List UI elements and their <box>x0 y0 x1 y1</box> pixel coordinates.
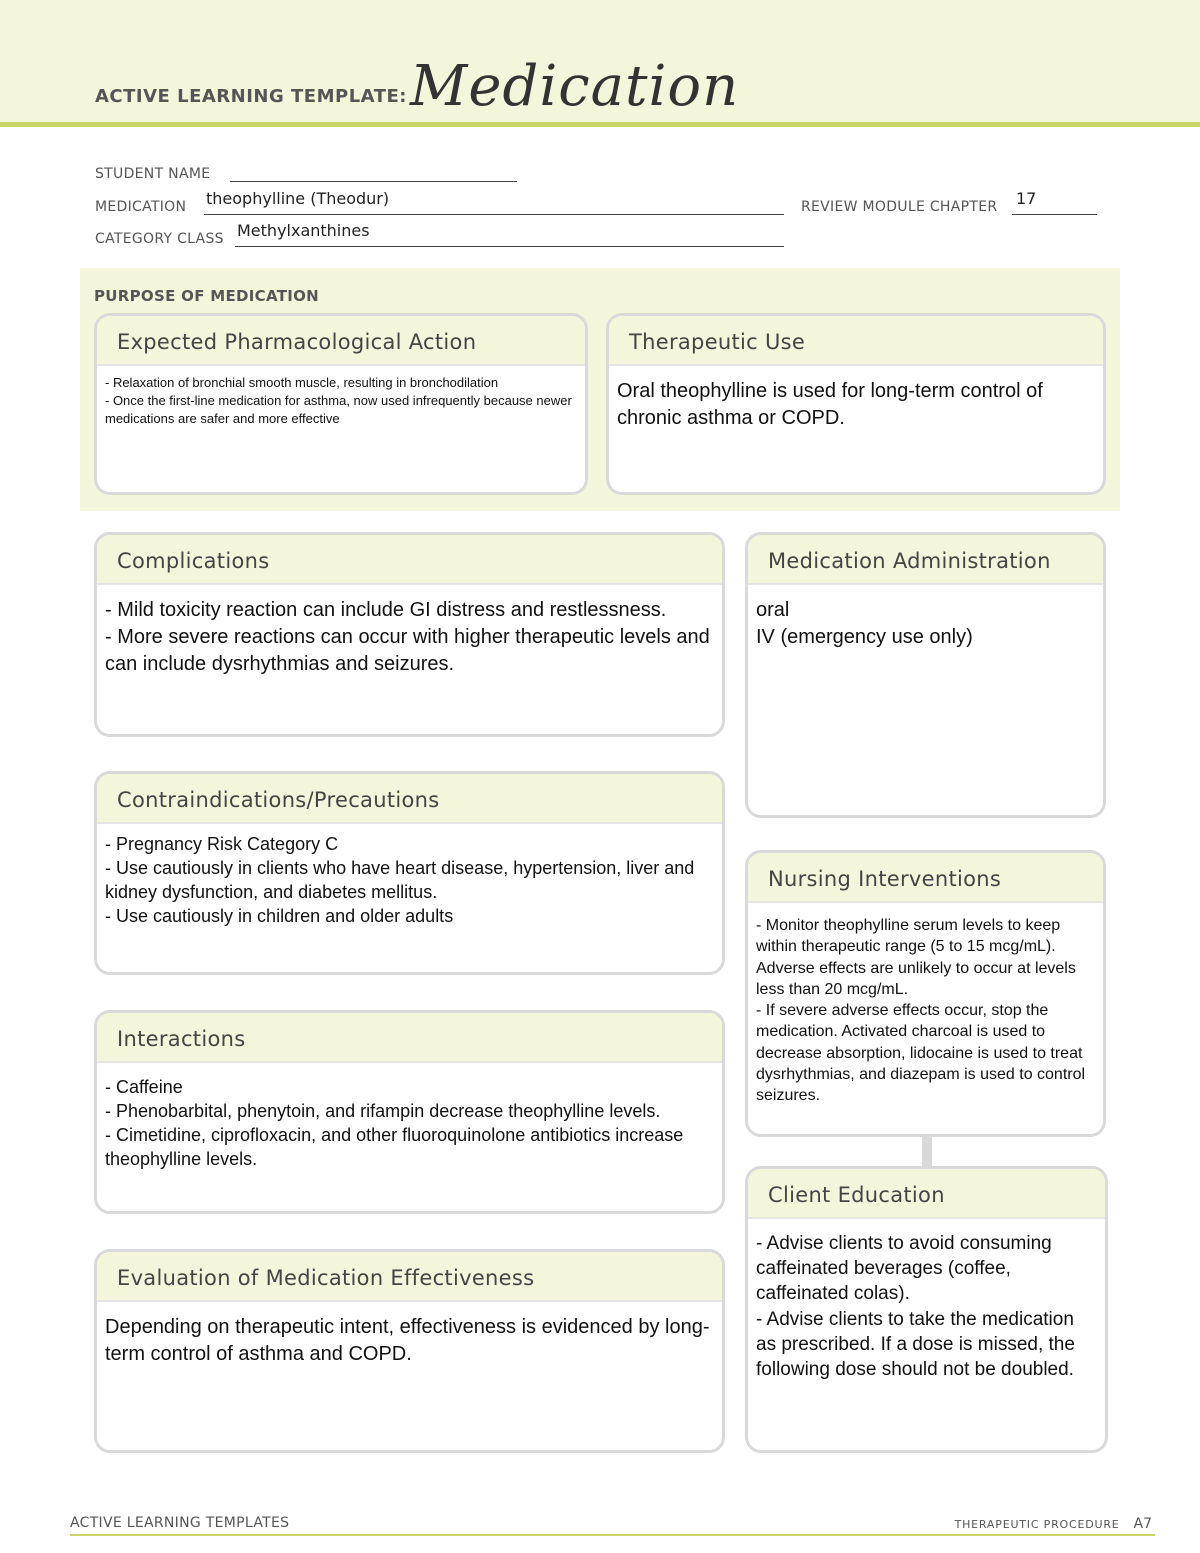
interactions-line: - Caffeine <box>105 1077 183 1097</box>
footer-page-number: A7 <box>1133 1516 1152 1532</box>
expected-action-title: Expected Pharmacological Action <box>97 316 585 366</box>
administration-title: Medication Administration <box>748 535 1103 585</box>
category-class-label: CATEGORY CLASS <box>95 231 224 247</box>
review-module-line <box>1012 214 1097 215</box>
expected-action-box <box>94 313 588 495</box>
administration-body[interactable] <box>748 585 1103 651</box>
category-class-line <box>235 246 784 247</box>
evaluation-title: Evaluation of Medication Effectiveness <box>97 1252 722 1302</box>
template-label: ACTIVE LEARNING TEMPLATE: <box>95 86 407 107</box>
header-rule <box>0 122 1200 127</box>
review-module-label: REVIEW MODULE CHAPTER <box>801 199 998 215</box>
expected-action-line: - Relaxation of bronchial smooth muscle, resulting in bronchodilation <box>105 375 499 390</box>
purpose-label: PURPOSE OF MEDICATION <box>94 287 320 305</box>
contraindications-body[interactable] <box>97 824 722 928</box>
interactions-body[interactable] <box>97 1063 722 1171</box>
complications-title: Complications <box>97 535 722 585</box>
medication-label: MEDICATION <box>95 199 187 215</box>
interactions-title: Interactions <box>97 1013 722 1063</box>
administration-box <box>745 532 1106 818</box>
contraindications-box <box>94 771 725 975</box>
therapeutic-use-box <box>606 313 1106 495</box>
complications-body[interactable] <box>97 585 722 678</box>
complications-line: - Mild toxicity reaction can include GI distress and restlessness. <box>105 599 667 621</box>
therapeutic-use-line: Oral theophylline is used for long-term control of chronic asthma or COPD. <box>617 380 1043 429</box>
therapeutic-use-title: Therapeutic Use <box>609 316 1103 366</box>
education-line: - Advise clients to avoid consuming caffeinated beverages (coffee, caffeinated colas). <box>756 1233 1052 1305</box>
contraindications-line: - Pregnancy Risk Category C <box>105 834 339 854</box>
contraindications-line: - Use cautiously in clients who have heart disease, hypertension, liver and kidney dysfunction, and diabetes mellitus. <box>105 858 695 902</box>
education-box <box>745 1166 1108 1453</box>
interactions-box <box>94 1010 725 1214</box>
nursing-body[interactable] <box>748 903 1103 1107</box>
nursing-line: - If severe adverse effects occur, stop the medication. Activated charcoal is used to decrease absorption, lidocaine is used to treat dysrhythmias, and diazepam is used to control seizures. <box>756 1002 1086 1105</box>
nursing-line: - Monitor theophylline serum levels to keep within therapeutic range (5 to 15 mcg/mL). Adverse effects are unlikely to occur at levels less than 20 mcg/mL. <box>756 917 1076 998</box>
review-module-field[interactable]: 17 <box>1016 189 1037 208</box>
medication-field[interactable]: theophylline (Theodur) <box>206 189 390 208</box>
medication-line <box>204 214 784 215</box>
evaluation-line: Depending on therapeutic intent, effectiveness is evidenced by long-term control of asthma and COPD. <box>105 1316 710 1365</box>
nursing-title: Nursing Interventions <box>748 853 1103 903</box>
student-name-line <box>230 181 517 182</box>
contraindications-title: Contraindications/Precautions <box>97 774 722 824</box>
footer-left: ACTIVE LEARNING TEMPLATES <box>70 1515 290 1531</box>
therapeutic-use-body[interactable] <box>609 366 1103 432</box>
footer-section: THERAPEUTIC PROCEDURE <box>954 1518 1120 1531</box>
education-body[interactable] <box>748 1219 1105 1382</box>
footer-rule <box>70 1534 1155 1536</box>
student-name-label: STUDENT NAME <box>95 166 211 182</box>
contraindications-line: - Use cautiously in children and older adults <box>105 906 454 926</box>
administration-line: oral <box>756 599 790 621</box>
interactions-line: - Phenobarbital, phenytoin, and rifampin decrease theophylline levels. <box>105 1101 661 1121</box>
template-title: Medication <box>410 54 740 119</box>
evaluation-body[interactable] <box>97 1302 722 1368</box>
footer-right <box>955 1516 1152 1532</box>
education-title: Client Education <box>748 1169 1105 1219</box>
category-class-field[interactable]: Methylxanthines <box>237 221 370 240</box>
education-line: - Advise clients to take the medication as prescribed. If a dose is missed, the following dose should not be doubled. <box>756 1308 1075 1381</box>
nursing-box <box>745 850 1106 1137</box>
connector-bar <box>922 1135 932 1167</box>
interactions-line: - Cimetidine, ciprofloxacin, and other fluoroquinolone antibiotics increase theophylline levels. <box>105 1125 684 1169</box>
expected-action-body[interactable] <box>97 366 585 428</box>
evaluation-box <box>94 1249 725 1453</box>
expected-action-line: - Once the first-line medication for asthma, now used infrequently because newer medications are safer and more effective <box>105 393 572 426</box>
complications-line: - More severe reactions can occur with higher therapeutic levels and can include dysrhythmias and seizures. <box>105 626 710 675</box>
administration-line: IV (emergency use only) <box>756 626 973 648</box>
complications-box <box>94 532 725 737</box>
